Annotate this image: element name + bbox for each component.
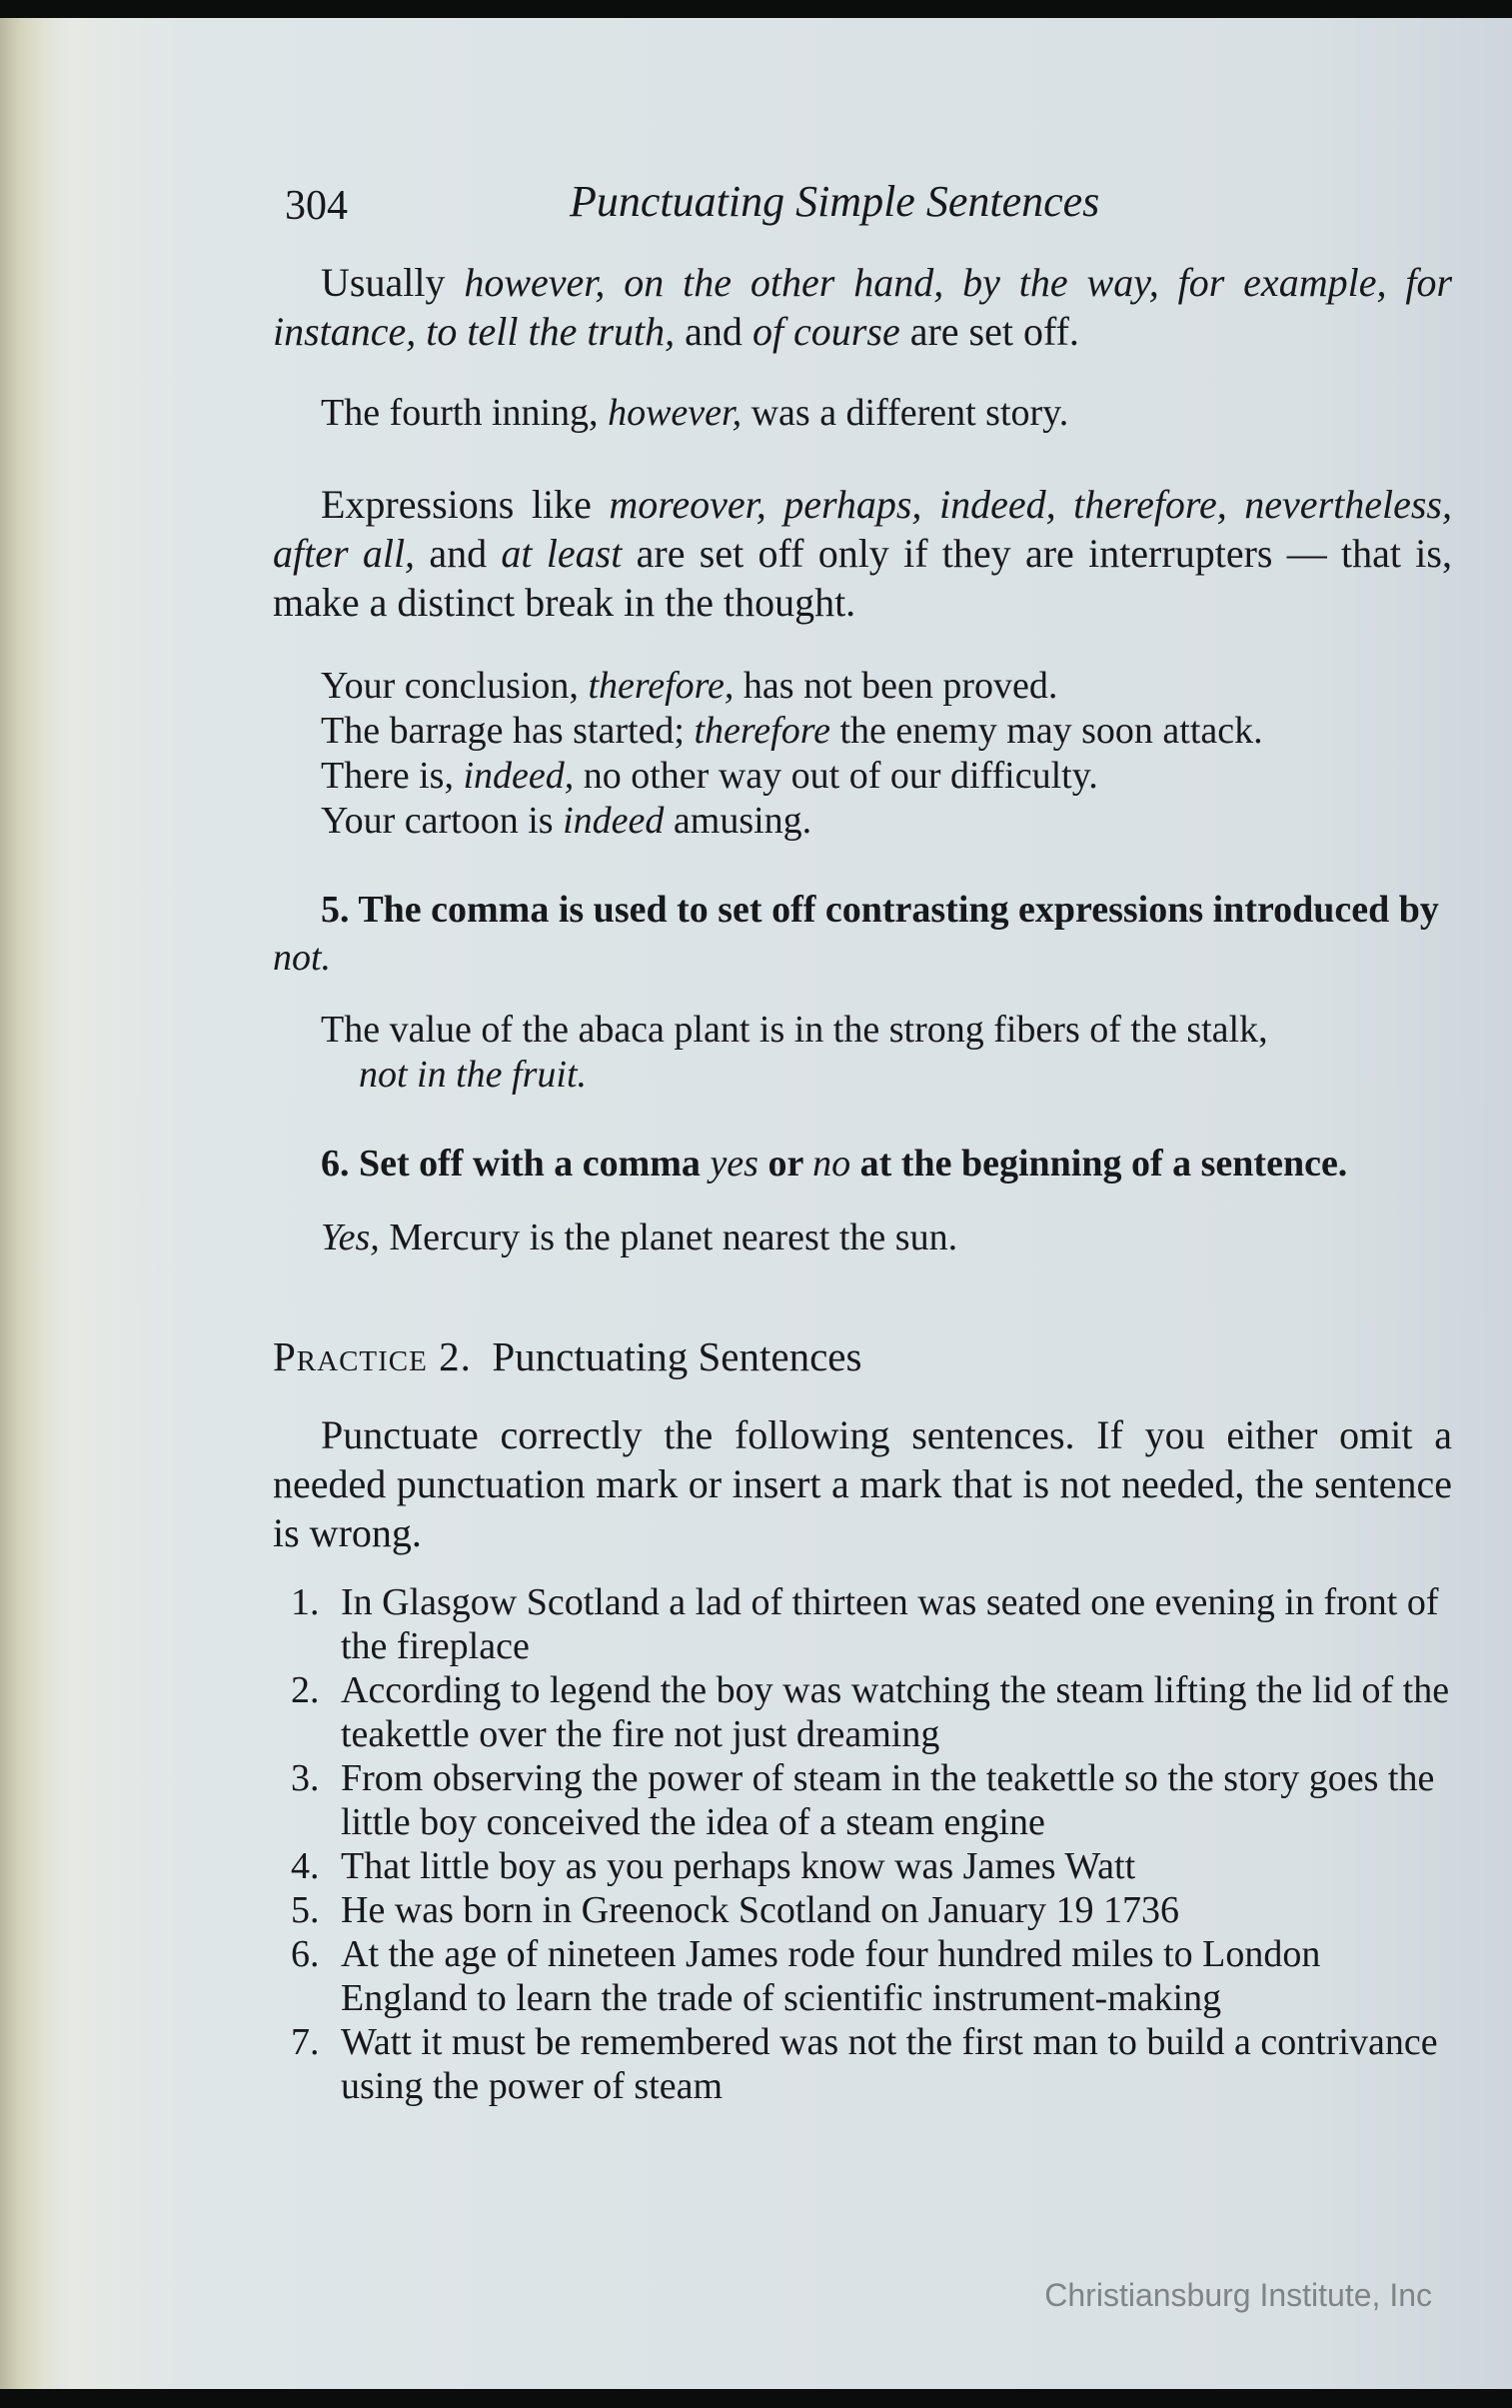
practice-heading [273,1332,1452,1381]
practice-label: Practice 2. [273,1333,472,1379]
list-item: 4. That little boy as you perhaps know was James Watt [291,1845,1136,1887]
italic-run: however, on the other hand, by the way, for example, for instance, to tell the truth, [273,260,1453,354]
text-run: Expressions like [321,482,610,527]
rule-text: at the beginning of a sentence. [850,1143,1348,1185]
list-item: 1. In Glasgow Scotland a lad of thirteen was seated one evening in front of the fireplace [291,1581,1439,1667]
example-fourth-inning [273,391,1500,436]
rule-5 [273,886,1452,982]
italic-run: of course [752,309,900,354]
italic-run: at least [501,531,623,576]
running-title: Punctuating Simple Sentences [570,177,1100,226]
rule-6 [273,1140,1452,1188]
book-page [0,18,1512,2389]
text-run: are set off only if they are interrupters — that is, make a distinct break in the thought. [273,531,1452,625]
example-line: The barrage has started; therefore the enemy may soon attack. [321,710,1263,752]
text-run: are set off. [899,309,1079,354]
rule-text: The comma is used to set off contrasting expressions introduced by [349,889,1439,931]
watermark: Christiansburg Institute, Inc [1044,2277,1432,2313]
text-run: Mercury is the planet nearest the sun. [379,1216,958,1258]
text-run: Usually [321,260,465,305]
italic-run: however, [608,392,743,434]
italic-run: yes [710,1143,758,1185]
example-line: Your cartoon is indeed amusing. [321,800,812,842]
text-run: was a different story. [742,392,1069,434]
example-line: There is, indeed, no other way out of our difficulty. [321,755,1098,797]
list-item: 7. Watt it must be remembered was not the first man to build a contrivance using the power of steam [291,2021,1438,2107]
intro-paragraph-1 [273,258,1452,356]
example-line-continuation: not in the fruit. [359,1054,587,1096]
list-item: 5. He was born in Greenock Scotland on January 19 1736 [291,1889,1179,1931]
example-mercury [273,1215,1500,1260]
page-binding-edge [0,18,58,2389]
page-header [285,168,1434,228]
list-item: 2. According to legend the boy was watching the steam lifting the lid of the teakettle over the fire not just dreaming [291,1669,1450,1755]
italic-run: no [812,1143,851,1185]
rule-number: 6. [321,1143,350,1185]
expressions-paragraph [273,480,1452,627]
rule-number: 5. [321,889,350,931]
practice-items [273,1580,1452,2108]
list-item: 3. From observing the power of steam in the teakettle so the story goes the little boy conceived the idea of a steam engine [291,1757,1435,1843]
rule-text: or [757,1143,813,1185]
rule-text: Set off with a comma [349,1143,711,1185]
example-block-interrupters [273,664,1500,844]
example-abaca [273,1008,1500,1098]
practice-title: Punctuating Sentences [492,1333,862,1379]
text-run: and [415,531,502,576]
instructions-text: Punctuate correctly the following sentences. If you either omit a needed punctuation mark or insert a mark that is not needed, the sentence is wrong. [273,1412,1452,1555]
list-item: 6. At the age of nineteen James rode four hundred miles to London England to learn the trade of scientific instrument-making [291,1933,1321,2019]
italic-run: moreover, perhaps, indeed, therefore, nevertheless, after all, [273,482,1452,576]
text-run: The fourth inning, [321,392,609,434]
italic-run: not. [273,937,332,979]
italic-run: Yes, [321,1216,380,1258]
example-line: Your conclusion, therefore, has not been proved. [321,665,1058,707]
practice-instructions [273,1410,1452,1557]
example-line: The value of the abaca plant is in the strong fibers of the stalk, [321,1009,1268,1051]
practice-list [273,1580,1452,2108]
text-run: and [675,309,753,354]
page-number: 304 [285,183,348,229]
